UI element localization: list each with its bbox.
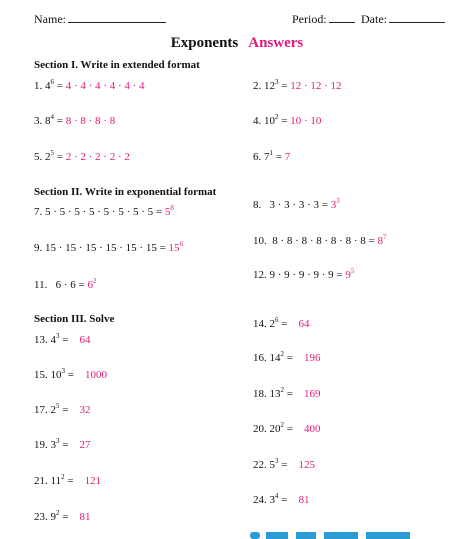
answer: 10 · 10 — [290, 115, 322, 127]
problem-13: 13. $4^3$ = 64 — [34, 332, 91, 346]
answer: $15^6$ — [168, 240, 184, 254]
publisher-logo — [248, 528, 448, 539]
answer: 169 — [303, 388, 321, 400]
logo-letters — [366, 532, 410, 539]
problem-17: 17. $2^5$ = 32 — [34, 402, 91, 416]
problem-14: 14. $2^6$ = 64 — [253, 316, 310, 330]
problem-7: 7. $5 \cdot 5 \cdot 5 \cdot 5 \cdot 5 \cdot 5 \cdot 5 \cdot 5 = 5^8$ — [34, 204, 174, 218]
answer: $8^7$ — [377, 233, 387, 247]
problem-10: 10. $8 \cdot 8 \cdot 8 \cdot 8 \cdot 8 \cdot 8 \cdot 8 = 8^7$ — [253, 233, 387, 247]
problem-2: 2. $12^3 = 12 \cdot 12 \cdot 12$ — [253, 78, 342, 92]
name-blank[interactable] — [68, 11, 166, 23]
answer: $9^5$ — [345, 267, 355, 281]
logo-letters — [324, 532, 358, 539]
answer: 64 — [79, 334, 91, 346]
title-answers: Answers — [248, 35, 304, 51]
answer: 64 — [298, 318, 310, 330]
problem-5: 5. $2^5 = 2 \cdot 2 \cdot 2 \cdot 2 \cdot 2$ — [34, 149, 130, 163]
date-field[interactable] — [361, 11, 445, 27]
answer: 32 — [79, 404, 91, 416]
problem-20: 20. $20^2$ = 400 — [253, 421, 321, 435]
logo-letters — [296, 532, 316, 539]
problem-9: 9. $15 \cdot 15 \cdot 15 \cdot 15 \cdot 15 \cdot 15 = 15^6$ — [34, 240, 184, 254]
problem-3: 3. $8^4 = 8 \cdot 8 \cdot 8 \cdot 8$ — [34, 113, 116, 127]
title-main: Exponents — [170, 35, 239, 51]
answer: 121 — [84, 475, 102, 487]
problem-24: 24. $3^4$ = 81 — [253, 492, 310, 506]
problem-1: 1. $4^6 = 4 \cdot 4 \cdot 4 \cdot 4 \cdot 4 \cdot 4$ — [34, 78, 145, 92]
page-title — [0, 35, 474, 52]
section-1-heading: Section I. Write in extended format — [34, 59, 200, 71]
problem-23: 23. $9^2$ = 81 — [34, 509, 91, 523]
answer: 400 — [303, 423, 321, 435]
answer: 125 — [298, 459, 315, 471]
problem-6: 6. $7^1 = 7$ — [253, 149, 291, 163]
section-3-heading: Section III. Solve — [34, 313, 115, 325]
name-field[interactable] — [34, 11, 166, 27]
answer: 4 · 4 · 4 · 4 · 4 · 4 — [65, 80, 145, 92]
answer: $3^3$ — [330, 197, 340, 211]
problem-21: 21. $11^2$ = 121 — [34, 473, 102, 487]
problem-12: 12. $9 \cdot 9 \cdot 9 \cdot 9 \cdot 9 = 9^5$ — [253, 267, 355, 281]
answer: 2 · 2 · 2 · 2 · 2 — [65, 151, 130, 163]
problem-19: 19. $3^3$ = 27 — [34, 437, 91, 451]
answer: $5^8$ — [164, 204, 174, 218]
problem-4: 4. $10^2 = 10 \cdot 10$ — [253, 113, 322, 127]
answer: 12 · 12 · 12 — [290, 80, 342, 92]
problem-22: 22. $5^3$ = 125 — [253, 457, 315, 471]
date-label: Date: — [361, 12, 387, 26]
period-label: Period: — [292, 12, 327, 26]
period-blank[interactable] — [329, 11, 355, 23]
problem-18: 18. $13^2$ = 169 — [253, 386, 321, 400]
problem-11: 11. $6 \cdot 6 = 6^2$ — [34, 277, 97, 291]
answer: 27 — [79, 439, 91, 451]
answer: 1000 — [84, 369, 107, 381]
date-blank[interactable] — [389, 11, 445, 23]
problem-16: 16. $14^2$ = 196 — [253, 350, 321, 364]
name-label: Name: — [34, 12, 66, 26]
answer: $6^2$ — [87, 277, 97, 291]
answer: 8 · 8 · 8 · 8 — [65, 115, 116, 127]
answer: 81 — [79, 511, 91, 523]
problem-15: 15. $10^3$ = 1000 — [34, 367, 107, 381]
answer: 196 — [303, 352, 321, 364]
section-2-heading: Section II. Write in exponential format — [34, 186, 217, 198]
period-field[interactable] — [292, 11, 355, 27]
answer: 7 — [284, 151, 291, 163]
answer: 81 — [298, 494, 310, 506]
problem-8: 8. $3 \cdot 3 \cdot 3 \cdot 3 = 3^3$ — [253, 197, 340, 211]
logo-mark-icon — [250, 532, 260, 539]
logo-letters — [266, 532, 288, 539]
